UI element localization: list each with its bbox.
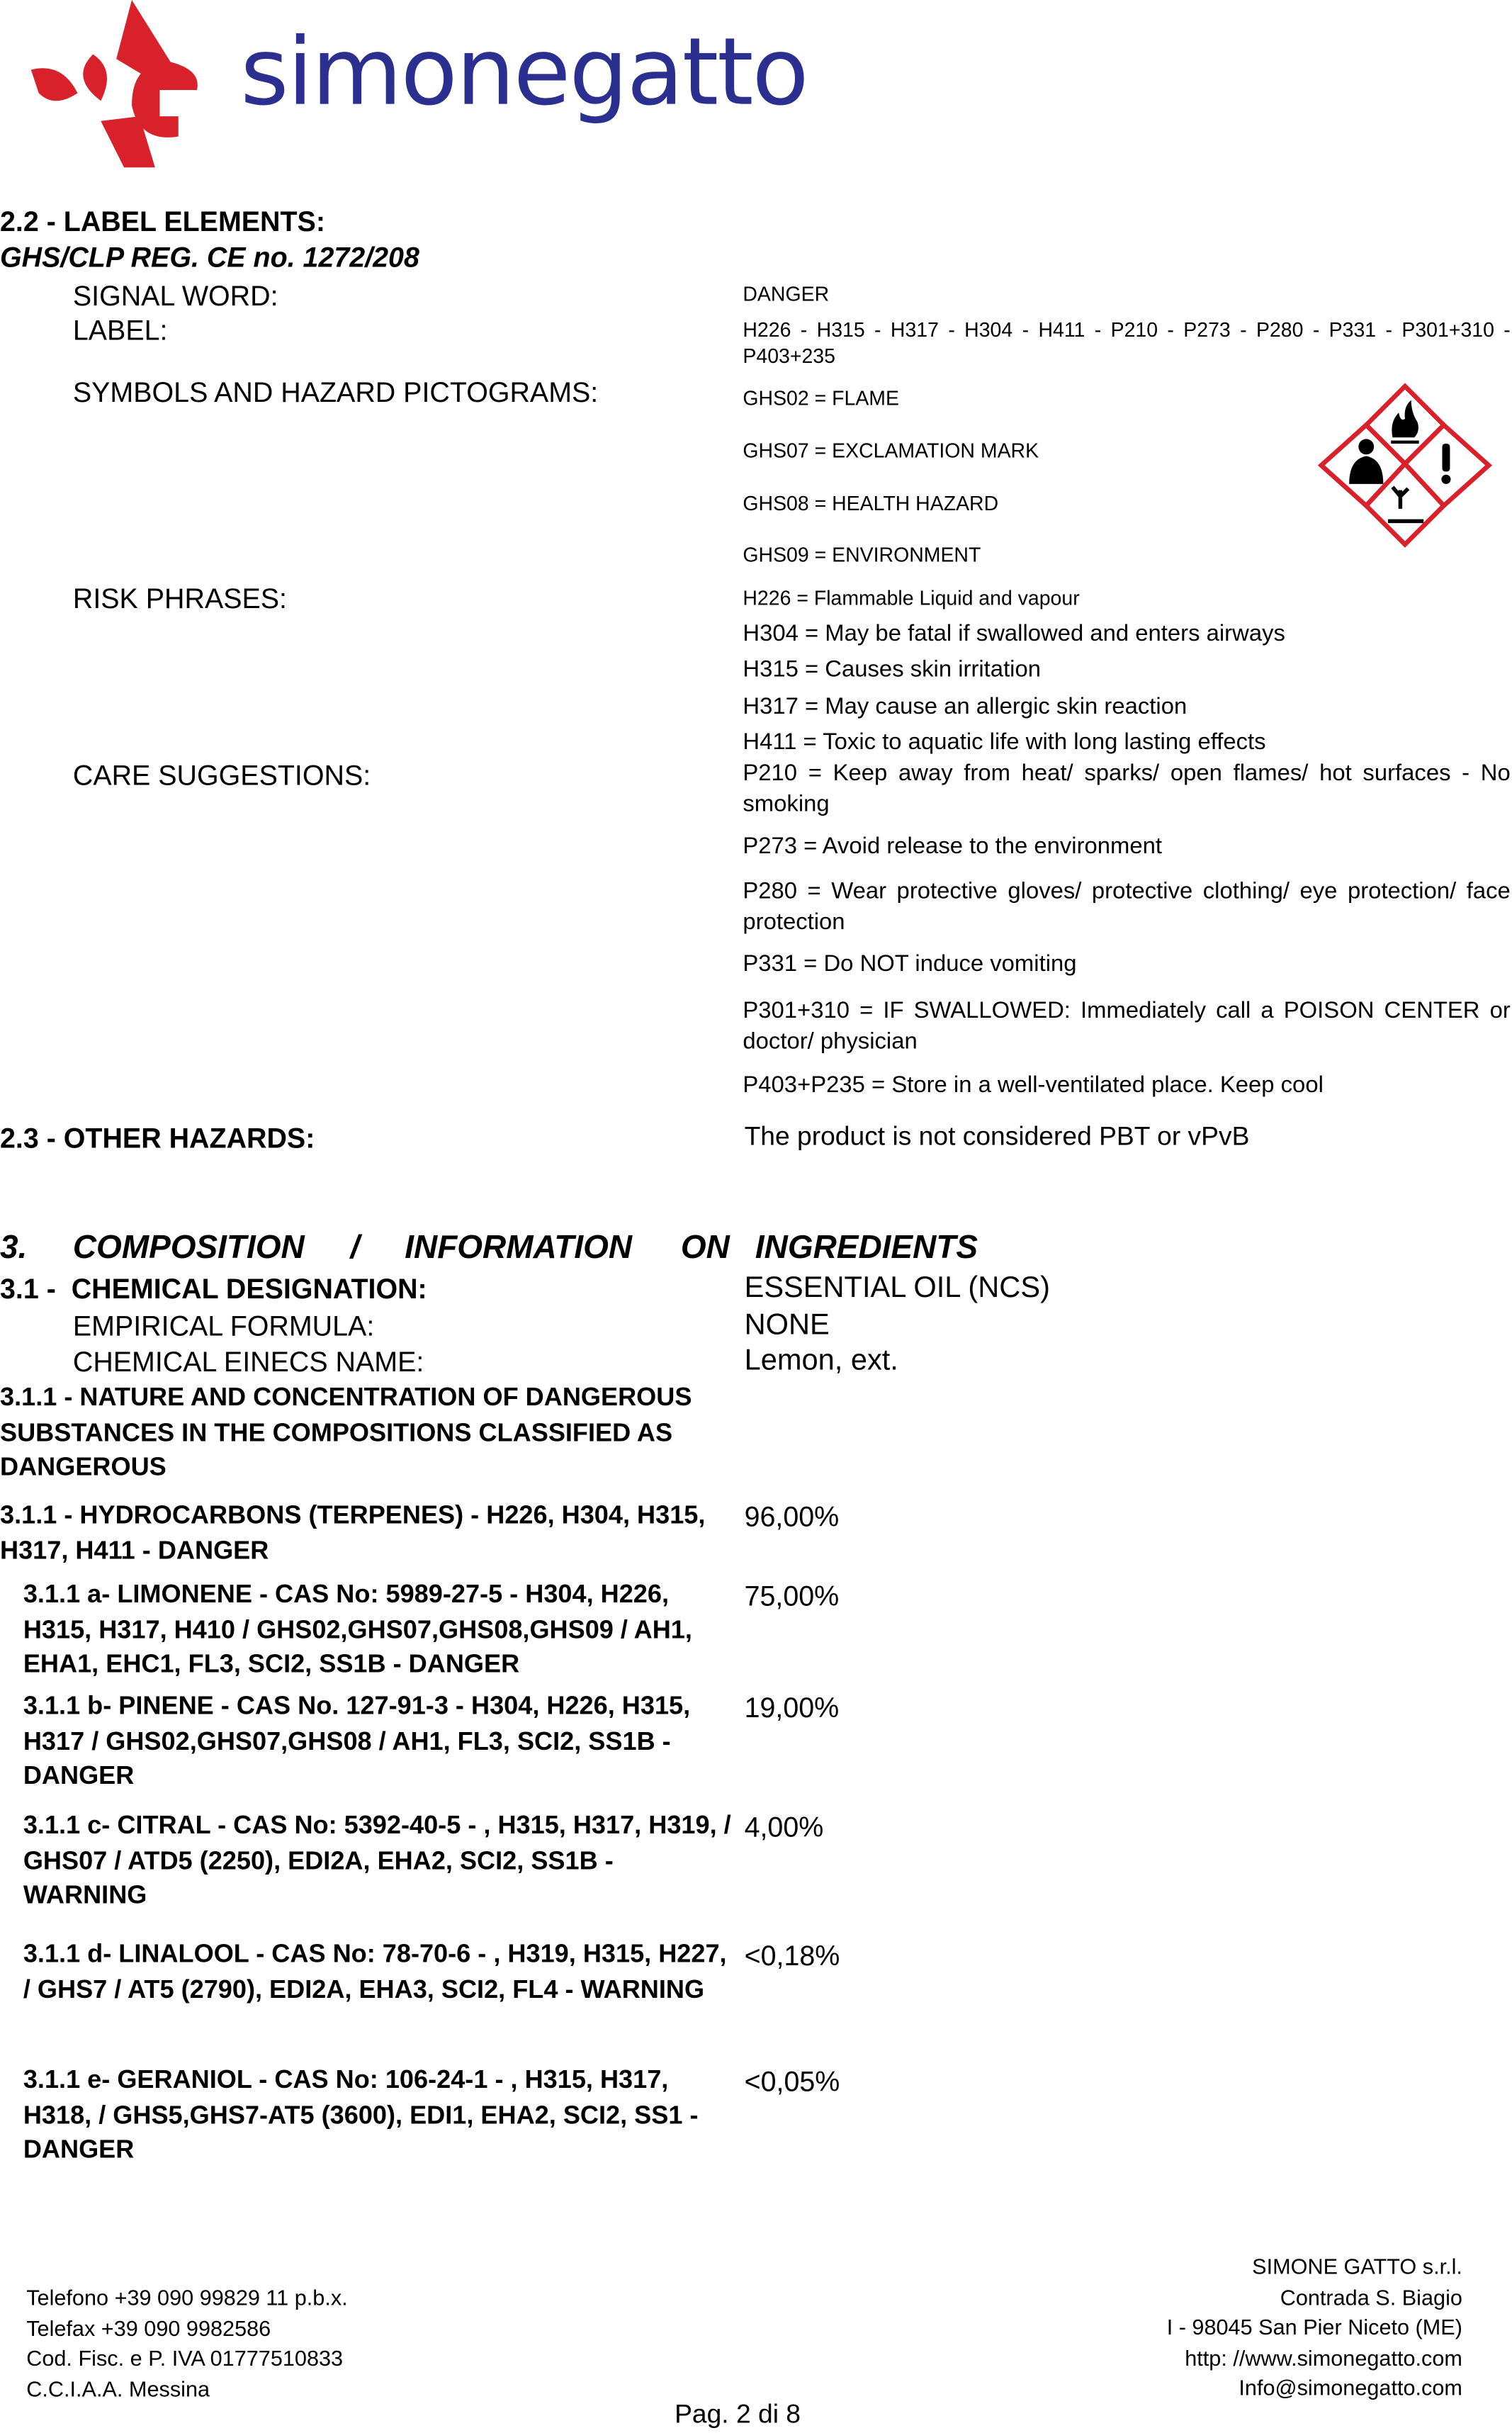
footer-street: Contrada S. Biagio [1280,2283,1462,2309]
designation-label: 3.1 - CHEMICAL DESIGNATION: [0,1273,427,1305]
care-suggestions-label: CARE SUGGESTIONS: [72,760,371,792]
einecs-value: Lemon, ext. [744,1344,898,1378]
care-p301-310: P301+310 = IF SWALLOWED: Immediately call a POISON CENTER or doctor/ physician [743,997,1511,1055]
heading-part: INGREDIENTS [755,1230,978,1266]
ingredient-limonene: 3.1.1 a- LIMONENE - CAS No: 5989-27-5 - H304, H226, H315, H317, H410 / GHS02,GHS07,GHS08,GHS09 / AH1, EHA1, EHC1, FL3, SCI2, SS1B - DANGER [23,1580,692,1679]
footer-company: SIMONE GATTO s.r.l. [1252,2254,1462,2279]
care-p210: P210 = Keep away from heat/ sparks/ open flames/ hot surfaces - No smoking [743,760,1511,817]
symbols-label: SYMBOLS AND HAZARD PICTOGRAMS: [72,376,599,408]
footer-phone: Telefono +39 090 99829 11 p.b.x. [26,2284,348,2310]
section-2-3-title: 2.3 - OTHER HAZARDS: [0,1123,315,1154]
ingredient-linalool: 3.1.1 d- LINALOOL - CAS No: 78-70-6 - , H319, H315, H227, / GHS7 / AT5 (2790), EDI2A, EHA3, SCI2, FL4 - WARNING [23,1940,727,2004]
hazard-pictograms-icon [1315,381,1495,549]
care-p403-p235: P403+P235 = Store in a well-ventilated place. Keep cool [743,1072,1324,1098]
ingredient-percentage: 19,00% [744,1692,840,1724]
section-2-2-title: 2.2 - LABEL ELEMENTS: [0,206,325,237]
risk-h317: H317 = May cause an allergic skin reaction [743,693,1187,720]
other-hazards-value: The product is not considered PBT or vPvB [744,1121,1250,1152]
risk-h411: H411 = Toxic to aquatic life with long lasting effects [743,729,1266,755]
care-p273: P273 = Avoid release to the environment [743,833,1163,860]
logo-wordmark: simonegatto [240,18,808,128]
care-p331: P331 = Do NOT induce vomiting [743,950,1077,977]
symbol-ghs07: GHS07 = EXCLAMATION MARK [743,439,1039,463]
risk-h304: H304 = May be fatal if swallowed and enters airways [743,620,1285,647]
care-p280: P280 = Wear protective gloves/ protective clothing/ eye protection/ face protection [743,877,1511,935]
label-value: H226 - H315 - H317 - H304 - H411 - P210 - P273 - P280 - P331 - P301+310 - P403+235 [743,318,1511,368]
footer-email[interactable]: Info@simonegatto.com [1239,2374,1462,2400]
ingredient-percentage: 96,00% [744,1501,840,1533]
einecs-label: CHEMICAL EINECS NAME: [72,1346,424,1378]
regulation-subtitle: GHS/CLP REG. CE no. 1272/208 [0,242,419,274]
heading-part: ON [680,1230,730,1266]
ingredient-citral: 3.1.1 c- CITRAL - CAS No: 5392-40-5 - , H315, H317, H319, / GHS07 / ATD5 (2250), EDI2A, EHA2, SCI2, SS1B -WARNING [23,1811,731,1910]
company-logo [23,0,808,167]
heading-part: 3. [0,1230,28,1266]
logo-mark-icon [23,0,225,167]
risk-h315: H315 = Causes skin irritation [743,656,1042,683]
designation-value: ESSENTIAL OIL (NCS) [744,1271,1050,1305]
ingredient-hydrocarbons: 3.1.1 - HYDROCARBONS (TERPENES) - H226, H304, H315, H317, H411 - DANGER [0,1501,706,1565]
heading-part: COMPOSITION [72,1230,305,1266]
footer-tax-code: Cod. Fisc. e P. IVA 01777510833 [26,2345,344,2371]
footer-city: I - 98045 San Pier Niceto (ME) [1166,2314,1462,2339]
risk-phrases-label: RISK PHRASES: [72,583,288,614]
ingredient-percentage: 4,00% [744,1811,824,1843]
ingredient-percentage: <0,18% [744,1940,840,1972]
label-label: LABEL: [72,315,168,347]
symbol-ghs02: GHS02 = FLAME [743,386,900,410]
heading-part: INFORMATION [405,1230,633,1266]
formula-value: NONE [744,1309,830,1342]
signal-word-label: SIGNAL WORD: [72,281,278,312]
symbol-ghs08: GHS08 = HEALTH HAZARD [743,491,999,515]
symbol-ghs09: GHS09 = ENVIRONMENT [743,543,981,566]
nature-heading: 3.1.1 - NATURE AND CONCENTRATION OF DANGEROUS SUBSTANCES IN THE COMPOSITIONS CLASSIFIED AS DANGEROUS [0,1383,692,1482]
ingredient-pinene: 3.1.1 b- PINENE - CAS No. 127-91-3 - H304, H226, H315, H317 / GHS02,GHS07,GHS08 / AH1, FL3, SCI2, SS1B - DANGER [23,1692,691,1790]
risk-h226: H226 = Flammable Liquid and vapour [743,586,1080,610]
ingredient-geraniol: 3.1.1 e- GERANIOL - CAS No: 106-24-1 - , H315, H317, H318, / GHS5,GHS7-AT5 (3600), EDI1, EHA2, SCI2, SS1 - DANGER [23,2066,699,2164]
footer-contacts [26,2283,348,2405]
footer-fax: Telefax +39 090 9982586 [26,2315,271,2340]
formula-label: EMPIRICAL FORMULA: [72,1310,375,1342]
heading-part: / [350,1230,360,1266]
footer-website[interactable]: http: //www.simonegatto.com [1185,2344,1462,2370]
ingredient-percentage: <0,05% [744,2066,840,2098]
footer-address [1167,2252,1462,2403]
footer-chamber: C.C.I.A.A. Messina [26,2375,210,2401]
page-number: Pag. 2 di 8 [675,2399,801,2429]
ingredient-percentage: 75,00% [744,1580,840,1612]
signal-word-value: DANGER [743,282,830,306]
